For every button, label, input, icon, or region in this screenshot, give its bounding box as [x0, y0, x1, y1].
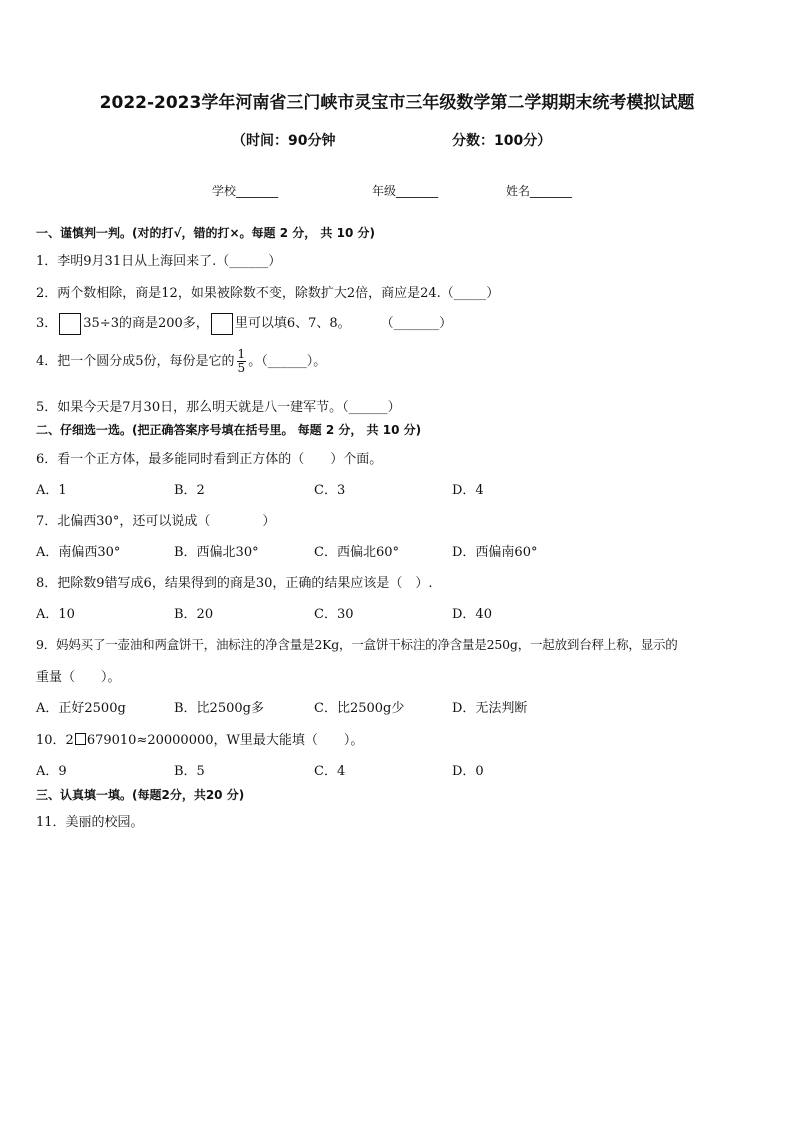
- question-9-line-2: 重量（ ）。: [36, 670, 121, 685]
- question-4: [36, 348, 326, 375]
- question-6: 6．看一个正方体，最多能同时看到正方体的（ ）个面。: [36, 452, 383, 467]
- question-10-text-b: 679010≈20000000，W里最大能填（ ）。: [86, 733, 364, 748]
- question-10: [36, 729, 363, 748]
- question-5: 5．如果今天是7月30日，那么明天就是八一建军节。（______）: [36, 400, 401, 415]
- section-heading-3: 三、认真填一填。(每题2分，共20 分): [36, 788, 245, 802]
- question-2: 2．两个数相除，商是12，如果被除数不变，除数扩大2倍，商应是24.（_____）: [36, 286, 500, 301]
- question-7: 7．北偏西30°，还可以说成（ ）: [36, 514, 276, 529]
- option-b: B．西偏北30°: [174, 545, 259, 560]
- option-d: D．4: [452, 483, 484, 498]
- option-c: C．4: [314, 764, 346, 779]
- exam-score: 分数：100分）: [452, 133, 552, 149]
- section-heading-2: 二、仔细选一选。(把正确答案序号填在括号里。 每题 2 分， 共 10 分): [36, 423, 422, 437]
- question-3-text-a: 35÷3的商是200多，: [83, 316, 209, 331]
- question-4-text-b: 。（______）。: [248, 354, 327, 369]
- fraction-numerator: 1: [237, 347, 246, 361]
- name-field: 姓名_______: [506, 184, 573, 198]
- question-3-answer: （_______）: [380, 316, 453, 331]
- option-d: D．0: [452, 764, 484, 779]
- option-c: C．西偏北60°: [314, 545, 399, 560]
- question-1: 1．李明9月31日从上海回来了.（______）: [36, 254, 282, 269]
- option-a: A．10: [36, 607, 75, 622]
- grade-field: 年级_______: [372, 184, 439, 198]
- question-9-line-1: 9．妈妈买了一壶油和两盒饼干，油标注的净含量是2Kg，一盒饼干标注的净含量是250g，一起放到台秤上称，显示的: [36, 637, 678, 652]
- option-d: D．40: [452, 607, 492, 622]
- exam-time: （时间：90分钟: [232, 133, 336, 149]
- fraction-denominator: 5: [237, 361, 246, 375]
- blank-box: [75, 733, 86, 745]
- question-11: 11．美丽的校园。: [36, 815, 144, 830]
- option-c: C．30: [314, 607, 354, 622]
- fraction: [237, 348, 247, 375]
- option-a: A．9: [36, 764, 67, 779]
- option-c: C．比2500g少: [314, 701, 405, 716]
- question-10-text-a: 10．2: [36, 733, 74, 748]
- blank-box: [59, 313, 81, 335]
- question-3: [36, 312, 452, 335]
- option-d: D．西偏南60°: [452, 545, 538, 560]
- blank-box: [211, 313, 233, 335]
- option-b: B．5: [174, 764, 205, 779]
- option-a: A．正好2500g: [36, 701, 126, 716]
- question-8: 8．把除数9错写成6，结果得到的商是30，正确的结果应该是（ ）.: [36, 576, 433, 591]
- option-d: D．无法判断: [452, 701, 528, 716]
- option-b: B．2: [174, 483, 205, 498]
- option-a: A．1: [36, 483, 67, 498]
- page-title: 2022-2023学年河南省三门峡市灵宝市三年级数学第二学期期末统考模拟试题: [99, 93, 695, 113]
- option-b: B．20: [174, 607, 214, 622]
- question-4-text-a: 4．把一个圆分成5份，每份是它的: [36, 354, 235, 369]
- option-b: B．比2500g多: [174, 701, 264, 716]
- school-field: 学校_______: [212, 184, 279, 198]
- question-3-number: 3．: [36, 316, 58, 331]
- question-3-text-b: 里可以填6、7、8。: [234, 316, 351, 331]
- option-c: C．3: [314, 483, 346, 498]
- option-a: A．南偏西30°: [36, 545, 121, 560]
- section-heading-1: 一、谨慎判一判。(对的打√，错的打×。每题 2 分， 共 10 分): [36, 226, 375, 240]
